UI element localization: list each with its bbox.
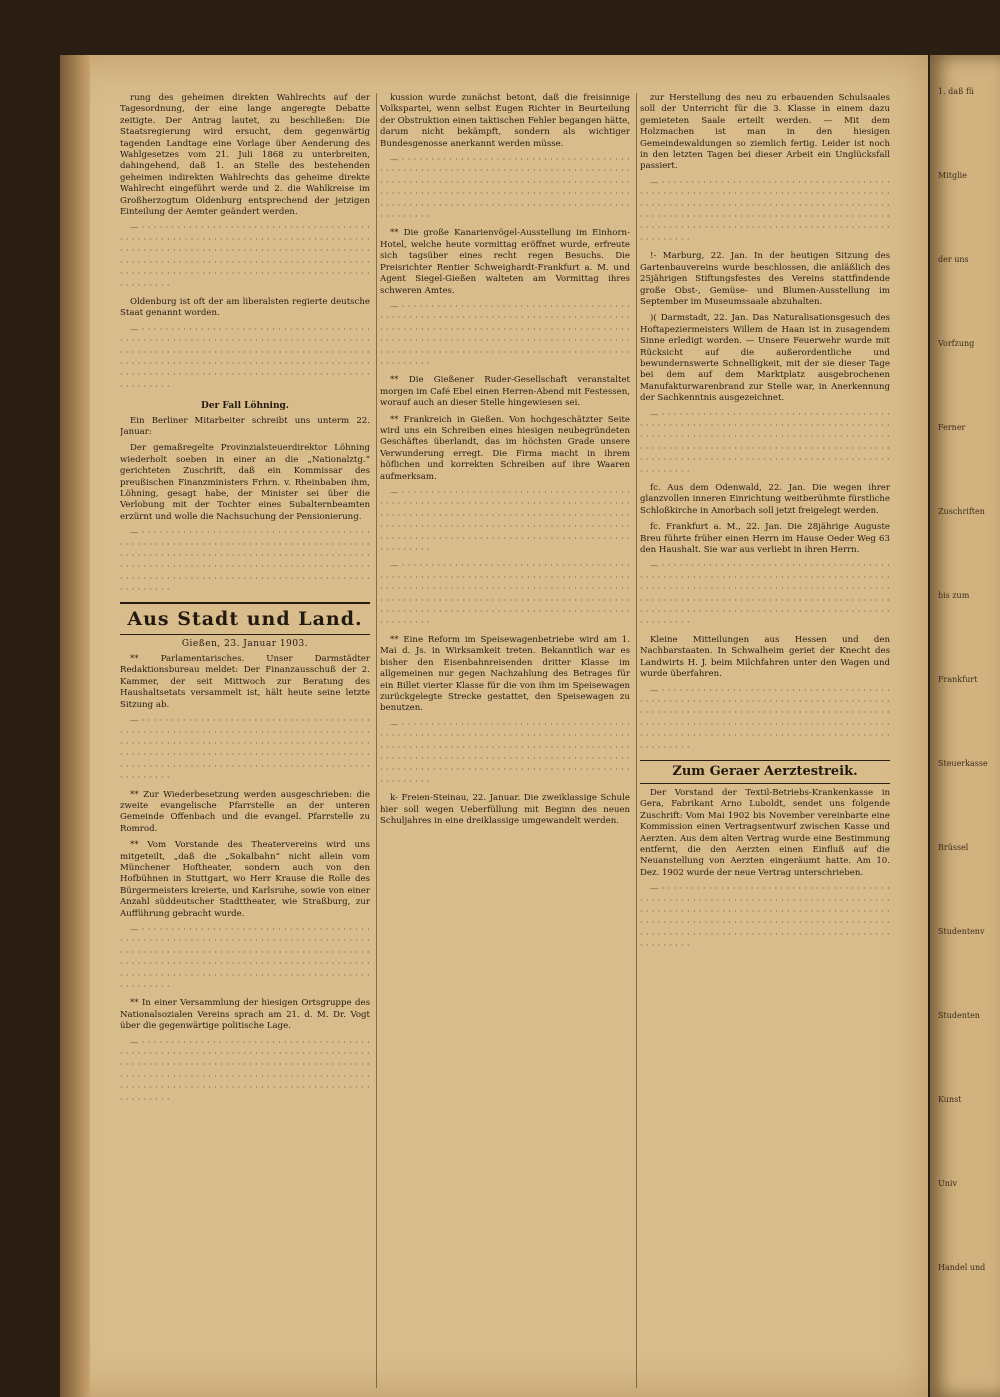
article-text: — · · · · · · · · · · · · · · · · · · · · · · · · · · · · · · · · · · · · · · · · · · · · · · · · · · · · · · · · · · · · · · · · · · · · · · · · · · · · · · · · · · · · · · · · · · · · · · · · · · · · · · · · · · · · · · · · · · · · · · · · · · · · · · · · · · · · · · · · · · · · · · · · · · · · · · · · · · · · · · · · · · · · · · · · · · · · · · · · · · · · · · · · · · · · · · · · · · · · · · · · · · · · · · · · · · · · · · · · · · · · bbox=[640, 884, 890, 952]
edge-snippet: bis zum bbox=[938, 591, 970, 600]
article-text: — · · · · · · · · · · · · · · · · · · · · · · · · · · · · · · · · · · · · · · · · · · · · · · · · · · · · · · · · · · · · · · · · · · · · · · · · · · · · · · · · · · · · · · · · · · · · · · · · · · · · · · · · · · · · · · · · · · · · · · · · · · · · · · · · · · · · · · · · · · · · · · · · · · · · · · · · · · · · · · · · · · · · · · · · · · · · · · · · · · · · · · · · · · · · · · · · · · · · · · · · · · · · · · · · · · · · · · · · · · · · bbox=[120, 528, 370, 596]
edge-snippet: Studentenv bbox=[938, 927, 985, 936]
column-1 bbox=[120, 93, 370, 1393]
article-heading: Zum Geraer Aerztestreik. bbox=[640, 760, 890, 784]
edge-snippet: Studenten bbox=[938, 1011, 980, 1020]
adjacent-page-edge bbox=[930, 55, 1000, 1397]
column-2 bbox=[380, 93, 630, 1393]
article-text: fc. Aus dem Odenwald, 22. Jan. Die wegen ihrer glanzvollen inneren Einrichtung weitberühmte fürstliche Schloßkirche in Amorbach soll jetzt freigelegt werden. bbox=[640, 483, 890, 516]
article-text: — · · · · · · · · · · · · · · · · · · · · · · · · · · · · · · · · · · · · · · · · · · · · · · · · · · · · · · · · · · · · · · · · · · · · · · · · · · · · · · · · · · · · · · · · · · · · · · · · · · · · · · · · · · · · · · · · · · · · · · · · · · · · · · · · · · · · · · · · · · · · · · · · · · · · · · · · · · · · · · · · · · · · · · · · · · · · · · · · · · · · · · · · · · · · · · · · · · · · · · · · · · · · · · · · · · · · · · · · · · · · bbox=[120, 223, 370, 291]
dateline: Gießen, 23. Januar 1903. bbox=[181, 638, 309, 649]
article-text: ** Die Gießener Ruder-Gesellschaft veranstaltet morgen im Café Ebel einen Herren-Abend mit Festessen, worauf auch an dieser Stelle hingewiesen sei. bbox=[380, 375, 630, 409]
edge-snippet: Univ bbox=[938, 1179, 957, 1188]
article-text: ** Frankreich in Gießen. Von hochgeschätzter Seite wird uns ein Schreiben eines hiesigen neubegründeten Geschäftes überlandt, das im höchsten Grade unsere Verwunderung erregt. Die Firma macht in ihrem höflichen und korrekten Schreiben auf ihre Waaren aufmerksam. bbox=[380, 414, 630, 482]
article-text: — · · · · · · · · · · · · · · · · · · · · · · · · · · · · · · · · · · · · · · · · · · · · · · · · · · · · · · · · · · · · · · · · · · · · · · · · · · · · · · · · · · · · · · · · · · · · · · · · · · · · · · · · · · · · · · · · · · · · · · · · · · · · · · · · · · · · · · · · · · · · · · · · · · · · · · · · · · · · · · · · · · · · · · · · · · · · · · · · · · · · · · · · · · · · · · · · · · · · · · · · · · · · · · · · · · · · · · · · · · · · bbox=[640, 561, 890, 629]
article-text: ** Zur Wiederbesetzung werden ausgeschrieben: die zweite evangelische Pfarrstelle an der unteren Gemeinde Offenbach und die evangel. Pfarrstelle zu Romrod. bbox=[120, 789, 370, 834]
article-text: — · · · · · · · · · · · · · · · · · · · · · · · · · · · · · · · · · · · · · · · · · · · · · · · · · · · · · · · · · · · · · · · · · · · · · · · · · · · · · · · · · · · · · · · · · · · · · · · · · · · · · · · · · · · · · · · · · · · · · · · · · · · · · · · · · · · · · · · · · · · · · · · · · · · · · · · · · · · · · · · · · · · · · · · · · · · · · · · · · · · · · · · · · · · · · · · · · · · · · · · · · · · · · · · · · · · · · · · · · · · · bbox=[380, 488, 630, 556]
article-text: — · · · · · · · · · · · · · · · · · · · · · · · · · · · · · · · · · · · · · · · · · · · · · · · · · · · · · · · · · · · · · · · · · · · · · · · · · · · · · · · · · · · · · · · · · · · · · · · · · · · · · · · · · · · · · · · · · · · · · · · · · · · · · · · · · · · · · · · · · · · · · · · · · · · · · · · · · · · · · · · · · · · · · · · · · · · · · · · · · · · · · · · · · · · · · · · · · · · · · · · · · · · · · · · · · · · · · · · · · · · · bbox=[640, 685, 890, 753]
article-text: Der Vorstand der Textil-Betriebs-Krankenkasse in Gera, Fabrikant Arno Luboldt, sendet uns folgende Zuschrift: Vom Mai 1902 bis November vereinbarte eine Kommission einen Vertragsentwurf zwischen Kasse und Aerzten. Aus dem alten Vertrag wurde eine Bestimmung entfernt, die den Aerzten einen Einfluß auf die Neuanstellung von Aerzten eingeräumt hatte. Am 10. Dez. 1902 wurde der neue Vertrag unterschrieben. bbox=[640, 787, 890, 878]
edge-snippet: der uns bbox=[938, 255, 969, 264]
edge-snippet: Steuerkasse bbox=[938, 759, 988, 768]
article-text: — · · · · · · · · · · · · · · · · · · · · · · · · · · · · · · · · · · · · · · · · · · · · · · · · · · · · · · · · · · · · · · · · · · · · · · · · · · · · · · · · · · · · · · · · · · · · · · · · · · · · · · · · · · · · · · · · · · · · · · · · · · · · · · · · · · · · · · · · · · · · · · · · · · · · · · · · · · · · · · · · · · · · · · · · · · · · · · · · · · · · · · · · · · · · · · · · · · · · · · · · · · · · · · · · · · · · · · · · · · · · bbox=[380, 561, 630, 629]
article-text: kussion wurde zunächst betont, daß die freisinnige Volkspartei, wenn selbst Eugen Richter in Beurteilung der Obstruktion einen taktischen Fehler begangen hätte, darum nicht bekämpft, sondern als wichtiger Bundesgenosse anerkannt werden müsse. bbox=[380, 93, 630, 149]
article-text: — · · · · · · · · · · · · · · · · · · · · · · · · · · · · · · · · · · · · · · · · · · · · · · · · · · · · · · · · · · · · · · · · · · · · · · · · · · · · · · · · · · · · · · · · · · · · · · · · · · · · · · · · · · · · · · · · · · · · · · · · · · · · · · · · · · · · · · · · · · · · · · · · · · · · · · · · · · · · · · · · · · · · · · · · · · · · · · · · · · · · · · · · · · · · · · · · · · · · · · · · · · · · · · · · · · · · · · · · · · · · bbox=[120, 1037, 370, 1105]
article-text: ** Parlamentarisches. Unser Darmstädter Redaktionsbureau meldet: Der Finanzausschuß der 2. Kammer, der seit Mittwoch zur Beratung des Haushaltsetats versammelt ist, hält heute seine letzte Sitzung ab. bbox=[120, 654, 370, 710]
article-text: )( Darmstadt, 22. Jan. Das Naturalisationsgesuch des Hoftapeziermeisters Willem de Haan ist in zusagendem Sinne erledigt worden. — Unsere Feuerwehr wurde mit Rücksicht auf die außerordentliche und bewundernswerte Schnelligkeit, mit der sie dieser Tage bei dem auf dem Marktplatz ausgebrochenen Manufakturwarenbrand zur Stelle war, in Anerkennung der Sachkenntnis ausgezeichnet. bbox=[640, 313, 890, 404]
article-text: fc. Frankfurt a. M., 22. Jan. Die 28jährige Auguste Breu führte früher einen Herrn im Hause Oeder Weg 63 den Haushalt. Sie war aus verliebt in ihren Herrn. bbox=[640, 522, 890, 556]
edge-snippet: 1. daß fü bbox=[938, 87, 975, 96]
article-text: — · · · · · · · · · · · · · · · · · · · · · · · · · · · · · · · · · · · · · · · · · · · · · · · · · · · · · · · · · · · · · · · · · · · · · · · · · · · · · · · · · · · · · · · · · · · · · · · · · · · · · · · · · · · · · · · · · · · · · · · · · · · · · · · · · · · · · · · · · · · · · · · · · · · · · · · · · · · · · · · · · · · · · · · · · · · · · · · · · · · · · · · · · · · · · · · · · · · · · · · · · · · · · · · · · · · · · · · · · · · · bbox=[640, 409, 890, 477]
article-text: rung des geheimen direkten Wahlrechts auf der Tagesordnung, der eine lange angeregte Debatte zeitigte. Der Antrag lautet, zu beschließen: Die Staatsregierung wird ersucht, dem gegenwärtig tagenden Landtage eine Vorlage über Aenderung des Wahlgesetzes vom 21. Juli 1868 zu unterbreiten, dahingehend, daß 1. an Stelle des bestehenden geheimen indirekten Wahlrechts das geheime direkte Wahlrecht eingeführt werde und 2. die Wahlkreise im Großherzogtum Oldenburg entsprechend der jetzigen Einteilung der Aemter geändert werden. bbox=[120, 93, 370, 218]
article-text: — · · · · · · · · · · · · · · · · · · · · · · · · · · · · · · · · · · · · · · · · · · · · · · · · · · · · · · · · · · · · · · · · · · · · · · · · · · · · · · · · · · · · · · · · · · · · · · · · · · · · · · · · · · · · · · · · · · · · · · · · · · · · · · · · · · · · · · · · · · · · · · · · · · · · · · · · · · · · · · · · · · · · · · · · · · · · · · · · · · · · · · · · · · · · · · · · · · · · · · · · · · · · · · · · · · · · · · · · · · · · bbox=[640, 177, 890, 245]
article-text: ** Eine Reform im Speisewagenbetriebe wird am 1. Mai d. Js. in Wirksamkeit treten. Bekanntlich war es bisher den Eisenbahnreisenden dritter Klasse im allgemeinen nur gegen Nachzahlung des Betrages für ein Billet vierter Klasse für die von ihm im Speisewagen zurückgelegte Strecke gestattet, den Speisewagen zu benutzen. bbox=[380, 634, 630, 714]
edge-snippet: Ferner bbox=[938, 423, 966, 432]
edge-snippet: Kunst bbox=[938, 1095, 962, 1104]
edge-snippet: Brüssel bbox=[938, 843, 969, 852]
column-rule bbox=[636, 93, 637, 1388]
section-title: Aus Stadt und Land. bbox=[120, 602, 370, 635]
article-text: — · · · · · · · · · · · · · · · · · · · · · · · · · · · · · · · · · · · · · · · · · · · · · · · · · · · · · · · · · · · · · · · · · · · · · · · · · · · · · · · · · · · · · · · · · · · · · · · · · · · · · · · · · · · · · · · · · · · · · · · · · · · · · · · · · · · · · · · · · · · · · · · · · · · · · · · · · · · · · · · · · · · · · · · · · · · · · · · · · · · · · · · · · · · · · · · · · · · · · · · · · · · · · · · · · · · · · · · · · · · · bbox=[120, 324, 370, 392]
article-text: Kleine Mitteilungen aus Hessen und den Nachbarstaaten. In Schwalheim geriet der Knecht des Landwirts H. J. beim Milchfahren unter den Wagen und wurde überfahren. bbox=[640, 634, 890, 680]
article-byline: Ein Berliner Mitarbeiter schreibt uns unterm 22. Januar: bbox=[120, 415, 370, 437]
edge-snippet: Frankfurt bbox=[938, 675, 978, 684]
page-gutter bbox=[60, 55, 90, 1397]
edge-snippet: Zuschriften bbox=[938, 507, 985, 516]
article-text: — · · · · · · · · · · · · · · · · · · · · · · · · · · · · · · · · · · · · · · · · · · · · · · · · · · · · · · · · · · · · · · · · · · · · · · · · · · · · · · · · · · · · · · · · · · · · · · · · · · · · · · · · · · · · · · · · · · · · · · · · · · · · · · · · · · · · · · · · · · · · · · · · · · · · · · · · · · · · · · · · · · · · · · · · · · · · · · · · · · · · · · · · · · · · · · · · · · · · · · · · · · · · · · · · · · · · · · · · · · · · bbox=[120, 925, 370, 993]
article-text: zur Herstellung des neu zu erbauenden Schulsaales soll der Unterricht für die 3. Klasse in einem dazu gemieteten Saale erteilt werden. — Mit dem Holzmachen ist man in den hiesigen Gemeindewaldungen so ziemlich fertig. Leider ist noch in den letzten Tagen bei dieser Arbeit ein Unglücksfall passiert. bbox=[640, 93, 890, 172]
newspaper-page bbox=[60, 55, 928, 1397]
edge-snippet: Mitglie bbox=[938, 171, 967, 180]
article-text: Oldenburg ist oft der am liberalsten regierte deutsche Staat genannt worden. bbox=[120, 296, 370, 319]
article-text: — · · · · · · · · · · · · · · · · · · · · · · · · · · · · · · · · · · · · · · · · · · · · · · · · · · · · · · · · · · · · · · · · · · · · · · · · · · · · · · · · · · · · · · · · · · · · · · · · · · · · · · · · · · · · · · · · · · · · · · · · · · · · · · · · · · · · · · · · · · · · · · · · · · · · · · · · · · · · · · · · · · · · · · · · · · · · · · · · · · · · · · · · · · · · · · · · · · · · · · · · · · · · · · · · · · · · · · · · · · · · bbox=[380, 155, 630, 223]
article-text: — · · · · · · · · · · · · · · · · · · · · · · · · · · · · · · · · · · · · · · · · · · · · · · · · · · · · · · · · · · · · · · · · · · · · · · · · · · · · · · · · · · · · · · · · · · · · · · · · · · · · · · · · · · · · · · · · · · · · · · · · · · · · · · · · · · · · · · · · · · · · · · · · · · · · · · · · · · · · · · · · · · · · · · · · · · · · · · · · · · · · · · · · · · · · · · · · · · · · · · · · · · · · · · · · · · · · · · · · · · · · bbox=[380, 719, 630, 787]
article-text: ** In einer Versammlung der hiesigen Ortsgruppe des Nationalsozialen Vereins sprach am 21. d. M. Dr. Vogt über die gegenwärtige politische Lage. bbox=[120, 998, 370, 1032]
edge-snippet: Vorfzung bbox=[938, 339, 975, 348]
column-3 bbox=[640, 93, 890, 1393]
article-text: Der gemaßregelte Provinzialsteuerdirektor Löhning wiederholt soeben in einer an die „Nationalztg.“ gerichteten Zuschrift, daß ein Kommissar des preußischen Finanzministers Frhrn. v. Rheinbaben ihm, Löhning, gesagt habe, der Minister sei über die Verlobung mit der Tochter eines Subalternbeamten erzürnt und wolle die Nachsuchung der Pensionierung. bbox=[120, 443, 370, 522]
column-rule bbox=[376, 93, 377, 1388]
article-text: k- Freien-Steinau, 22. Januar. Die zweiklassige Schule hier soll wegen Ueberfüllung mit Beginn des neuen Schuljahres in eine dreiklassige umgewandelt werden. bbox=[380, 793, 630, 826]
article-text: — · · · · · · · · · · · · · · · · · · · · · · · · · · · · · · · · · · · · · · · · · · · · · · · · · · · · · · · · · · · · · · · · · · · · · · · · · · · · · · · · · · · · · · · · · · · · · · · · · · · · · · · · · · · · · · · · · · · · · · · · · · · · · · · · · · · · · · · · · · · · · · · · · · · · · · · · · · · · · · · · · · · · · · · · · · · · · · · · · · · · · · · · · · · · · · · · · · · · · · · · · · · · · · · · · · · · · · · · · · · · bbox=[380, 301, 630, 369]
edge-snippet: Handel und bbox=[938, 1263, 986, 1272]
article-text: — · · · · · · · · · · · · · · · · · · · · · · · · · · · · · · · · · · · · · · · · · · · · · · · · · · · · · · · · · · · · · · · · · · · · · · · · · · · · · · · · · · · · · · · · · · · · · · · · · · · · · · · · · · · · · · · · · · · · · · · · · · · · · · · · · · · · · · · · · · · · · · · · · · · · · · · · · · · · · · · · · · · · · · · · · · · · · · · · · · · · · · · · · · · · · · · · · · · · · · · · · · · · · · · · · · · · · · · · · · · · bbox=[120, 716, 370, 784]
article-heading: Der Fall Löhning. bbox=[201, 401, 289, 412]
article-text: ** Vom Vorstande des Theatervereins wird uns mitgeteilt, „daß die „Sokalbahn“ nicht allein vom Münchener Hoftheater, sondern auch von den Hofbühnen in Stuttgart, wo Herr Krause die Rolle des Bürgermeisters kreierte, und Karlsruhe, sowie von einer Anzahl süddeutscher Stadttheater, wie Straßburg, zur Aufführung gebracht wurde. bbox=[120, 840, 370, 919]
article-text: ** Die große Kanarienvögel-Ausstellung im Einhorn-Hotel, welche heute vormittag eröffnet wurde, erfreute sich tagsüber eines recht regen Besuchs. Die Preisrichter Rentier Schweighardt-Frankfurt a. M. und Agent Siegel-Gießen walteten am Vormittag ihres schweren Amtes. bbox=[380, 228, 630, 296]
article-text: !- Marburg, 22. Jan. In der heutigen Sitzung des Gartenbauvereins wurde beschlossen, die anläßlich des 25jährigen Stiftungsfestes des Vereins stattfindende große Obst-, Gemüse- und Blumen-Ausstellung im September im Museumssaale abzuhalten. bbox=[640, 251, 890, 307]
adjacent-page-text bbox=[930, 85, 1000, 1275]
